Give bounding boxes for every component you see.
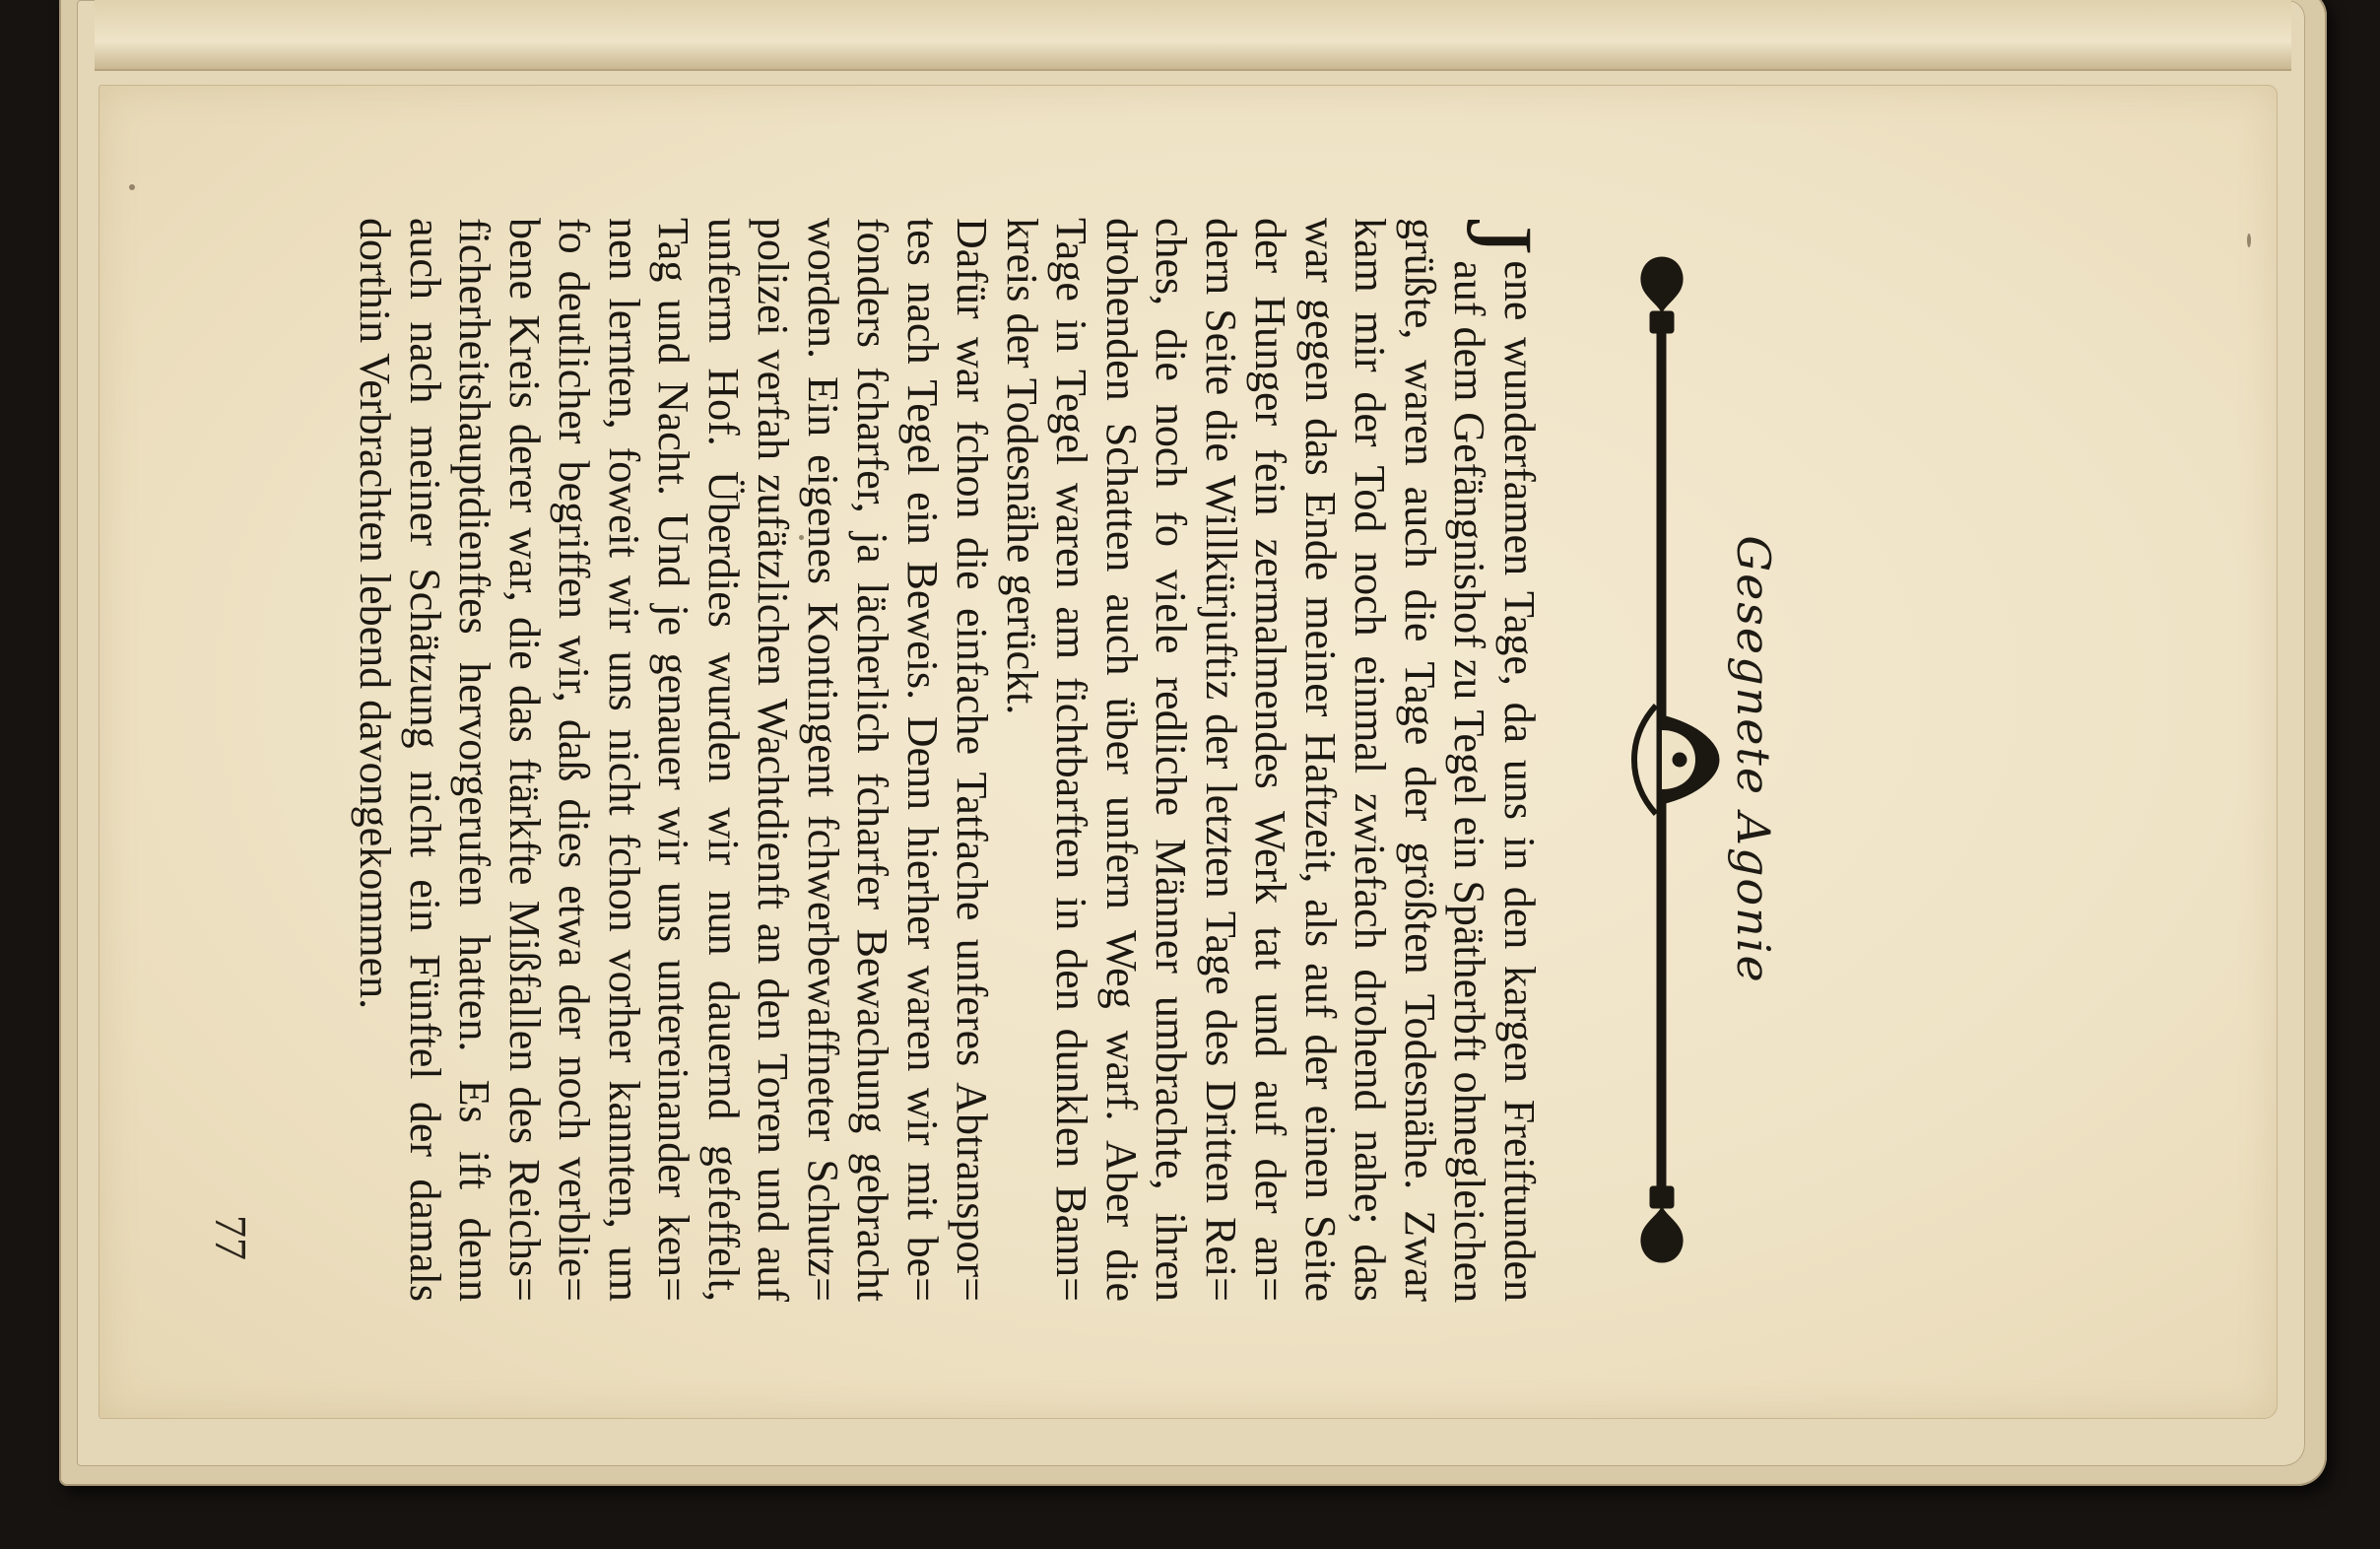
page-number: 77 (206, 1215, 256, 1260)
paragraph-1 (997, 218, 1553, 1304)
drop-cap: J (1447, 218, 1553, 255)
text-line: drohenden Schatten auch über unfern Weg warf. Aber die (1097, 218, 1146, 1302)
paper-speck (2247, 234, 2251, 247)
text-line: grüßte, waren auch die Tage der größten Todesnähe. Zwar (1396, 218, 1444, 1302)
text-line: polizei verfah zufätzlichen Wachtdienft an den Toren und auf (749, 218, 798, 1302)
chapter-title: Gesegnete Agonie (1727, 535, 1780, 984)
text-line: Tage in Tegel waren am fichtbarften in den dunklen Bann= (1047, 218, 1096, 1302)
text-line: bene Kreis derer war, die das ftärkfte Mißfallen des Reichs= (500, 218, 549, 1302)
text-line: dern Seite die Willkürjuftiz der letzten Tage des Dritten Rei= (1197, 218, 1245, 1302)
book-gutter (95, 0, 2291, 71)
rotated-page-content (206, 218, 1881, 1302)
text-line: unferm Hof. Überdies wurden wir nun dauernd gefeffelt, (699, 218, 748, 1302)
text-line: nen lernten, foweit wir uns nicht fchon vorher kannten, um (600, 218, 648, 1302)
text-line: ene wunderfamen Tage, da uns in den kargen Freiftunden (1495, 260, 1544, 1302)
text-line: auch nach meiner Schätzung nicht ein Fünftel der damals (401, 218, 449, 1302)
text-line: kam mir der Tod noch einmal zwiefach drohend nahe; das (1346, 218, 1395, 1302)
text-line: worden. Ein eigenes Kontingent fchwerbewaffneter Schutz= (799, 218, 847, 1302)
text-line: ches, die noch fo viele redliche Männer umbrachte, ihren (1147, 218, 1196, 1302)
text-line: dorthin Verbrachten lebend davongekommen. (351, 218, 400, 1010)
paper-speck (129, 184, 135, 190)
ornamental-rule-icon (1617, 218, 1725, 1302)
text-line: Tag und Nacht. Und je genauer wir uns untereinander ken= (649, 218, 698, 1302)
text-line: fonders fcharfer, ja lächerlich fcharfer Bewachung gebracht (848, 218, 897, 1302)
text-line: Dafür war fchon die einfache Tatfache unferes Abtranspor= (948, 218, 997, 1302)
text-line: ficherheitshauptdienftes hervorgerufen hatten. Es ift denn (450, 218, 499, 1302)
text-line: tes nach Tegel ein Beweis. Denn hierher waren wir mit be= (898, 218, 947, 1302)
paragraph-2 (350, 218, 997, 1302)
text-line: auf dem Gefängnishof zu Tegel ein Spätherbft ohnegleichen (1445, 260, 1494, 1304)
body-text (350, 218, 1553, 1304)
text-line: war gegen das Ende meiner Haftzeit, als auf der einen Seite (1296, 218, 1345, 1302)
text-line: fo deutlicher begriffen wir, daß dies etwa der noch verblie= (550, 218, 599, 1302)
text-line: der Hunger fein zermalmendes Werk tat und auf der an= (1246, 218, 1295, 1302)
text-line: kreis der Todesnähe gerückt. (998, 218, 1046, 715)
